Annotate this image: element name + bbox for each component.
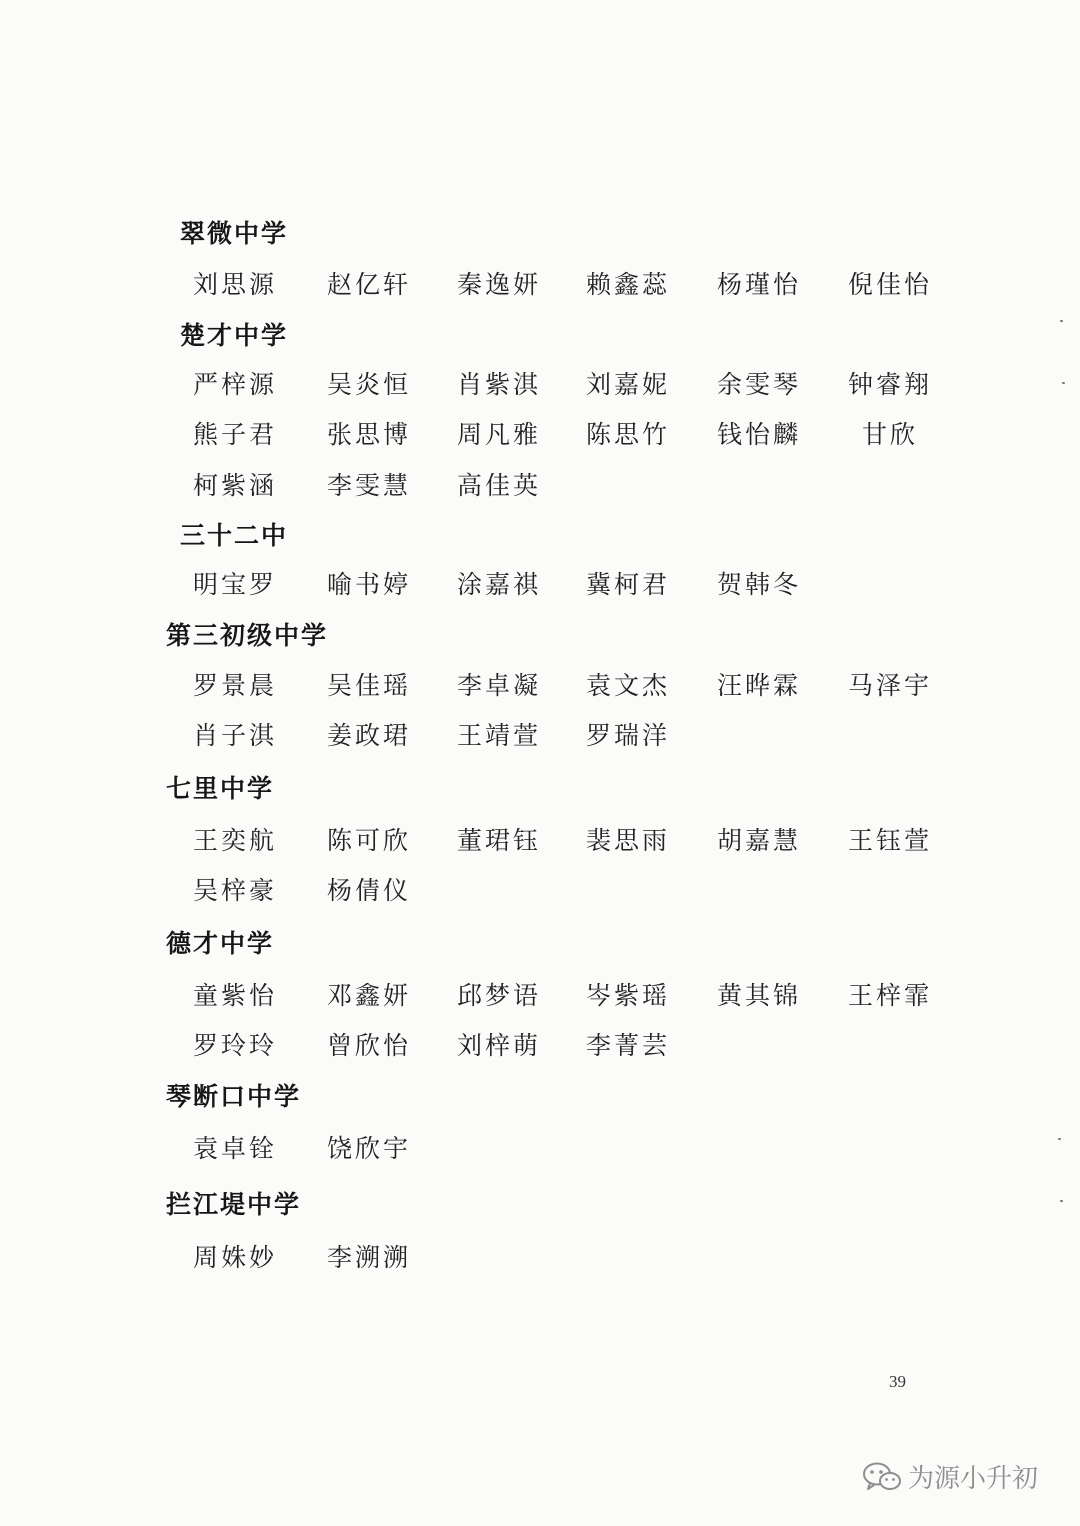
student-name: 陈可欣 bbox=[327, 826, 412, 855]
watermark bbox=[862, 1458, 1038, 1495]
student-name: 肖子淇 bbox=[193, 721, 278, 750]
student-name: 明宝罗 bbox=[193, 570, 278, 599]
watermark-text: 为源小升初 bbox=[908, 1464, 1039, 1494]
student-name: 胡嘉慧 bbox=[717, 826, 802, 855]
page-number: 39 bbox=[889, 1372, 906, 1391]
student-name: 马泽宇 bbox=[848, 671, 933, 700]
student-name: 余雯琴 bbox=[717, 370, 802, 399]
school-heading: 琴断口中学 bbox=[166, 1082, 302, 1111]
student-name: 杨倩仪 bbox=[327, 876, 412, 905]
student-name: 黄其锦 bbox=[717, 981, 802, 1010]
student-name: 秦逸妍 bbox=[457, 270, 542, 299]
student-name: 袁文杰 bbox=[586, 671, 671, 700]
student-name: 赖鑫蕊 bbox=[586, 270, 671, 299]
student-name: 罗瑞洋 bbox=[586, 721, 671, 750]
student-name: 罗景晨 bbox=[193, 671, 278, 700]
student-name: 董珺钰 bbox=[457, 826, 542, 855]
school-heading: 七里中学 bbox=[166, 774, 275, 803]
student-name: 高佳英 bbox=[457, 471, 542, 500]
student-name: 岑紫瑶 bbox=[586, 981, 671, 1010]
school-heading: 拦江堤中学 bbox=[166, 1190, 302, 1219]
student-name: 饶欣宇 bbox=[327, 1134, 412, 1163]
scan-speck bbox=[1060, 320, 1063, 322]
student-name: 刘思源 bbox=[193, 270, 278, 299]
school-heading: 翠微中学 bbox=[180, 219, 289, 248]
student-name: 钱怡麟 bbox=[717, 420, 802, 449]
student-name: 邱梦语 bbox=[457, 981, 542, 1010]
student-name: 刘嘉妮 bbox=[586, 370, 671, 399]
student-name: 袁卓铨 bbox=[193, 1134, 278, 1163]
student-name: 刘梓萌 bbox=[457, 1031, 542, 1060]
student-name: 裴思雨 bbox=[586, 826, 671, 855]
school-heading: 楚才中学 bbox=[180, 321, 289, 350]
scan-speck bbox=[1060, 1200, 1063, 1202]
student-name: 贺韩冬 bbox=[717, 570, 802, 599]
student-name: 吴炎恒 bbox=[327, 370, 412, 399]
student-name: 李菁芸 bbox=[586, 1031, 671, 1060]
student-name: 杨瑾怡 bbox=[717, 270, 802, 299]
school-heading: 德才中学 bbox=[166, 929, 275, 958]
student-name: 王梓霏 bbox=[848, 981, 933, 1010]
student-name: 邓鑫妍 bbox=[327, 981, 412, 1010]
student-name: 王钰萱 bbox=[848, 826, 933, 855]
student-name: 周凡雅 bbox=[457, 420, 542, 449]
student-name: 张思博 bbox=[327, 420, 412, 449]
student-name: 汪晔霖 bbox=[717, 671, 802, 700]
student-name: 陈思竹 bbox=[586, 420, 671, 449]
student-name: 熊子君 bbox=[193, 420, 278, 449]
student-name: 喻书婷 bbox=[327, 570, 412, 599]
student-name: 钟睿翔 bbox=[848, 370, 933, 399]
student-name: 王靖萱 bbox=[457, 721, 542, 750]
student-name: 倪佳怡 bbox=[848, 270, 933, 299]
student-name: 冀柯君 bbox=[586, 570, 671, 599]
student-name: 吴佳瑶 bbox=[327, 671, 412, 700]
student-name: 童紫怡 bbox=[193, 981, 278, 1010]
student-name: 李雯慧 bbox=[327, 471, 412, 500]
student-name: 严梓源 bbox=[193, 370, 278, 399]
student-name: 姜政珺 bbox=[327, 721, 412, 750]
scan-speck bbox=[1062, 382, 1065, 384]
scan-speck bbox=[1058, 1138, 1061, 1140]
school-heading: 第三初级中学 bbox=[166, 621, 329, 650]
student-name: 周姝妙 bbox=[193, 1243, 278, 1272]
student-name: 李卓凝 bbox=[457, 671, 542, 700]
student-name: 赵亿轩 bbox=[327, 270, 412, 299]
student-name: 吴梓豪 bbox=[193, 876, 278, 905]
student-name: 甘欣 bbox=[862, 420, 919, 449]
student-name: 罗玲玲 bbox=[193, 1031, 278, 1060]
student-name: 王奕航 bbox=[193, 826, 278, 855]
wechat-icon bbox=[862, 1461, 902, 1493]
student-name: 肖紫淇 bbox=[457, 370, 542, 399]
student-name: 涂嘉祺 bbox=[457, 570, 542, 599]
school-heading: 三十二中 bbox=[180, 521, 289, 550]
student-name: 柯紫涵 bbox=[193, 471, 278, 500]
student-name: 李溯溯 bbox=[327, 1243, 412, 1272]
student-name: 曾欣怡 bbox=[327, 1031, 412, 1060]
